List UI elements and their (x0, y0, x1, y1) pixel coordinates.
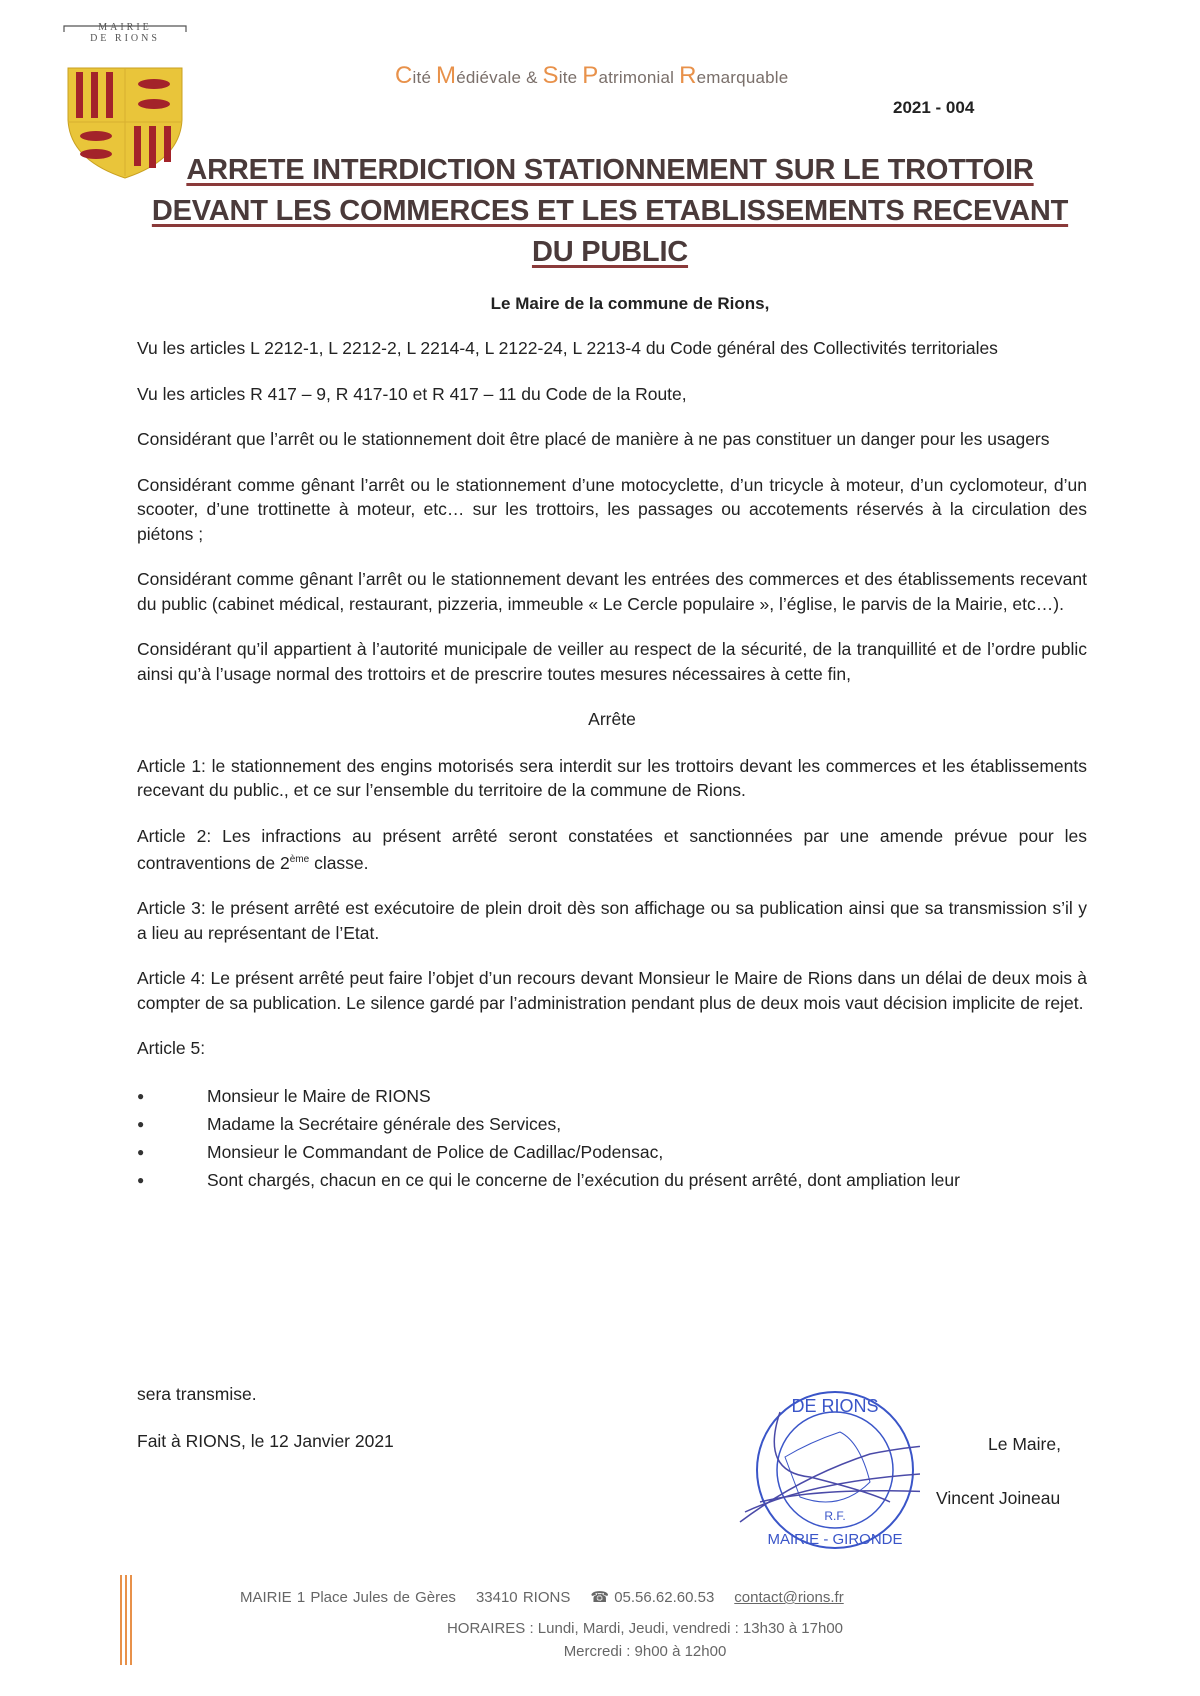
official-stamp-icon (720, 1382, 920, 1562)
svg-text:R.F.: R.F. (824, 1509, 846, 1523)
signatory-name: Vincent Joineau (936, 1488, 1061, 1508)
list-item: ● Sont chargés, chacun en ce qui le concerne de l’exécution du présent arrêté, dont ampliation leur (137, 1166, 1087, 1194)
article-5-tail: sera transmise. (137, 1384, 257, 1404)
crest-label-line1: MAIRIE (98, 22, 152, 33)
preamble-paragraph: Considérant comme gênant l’arrêt ou le stationnement d’une motocyclette, d’un tricycle à moteur, d’un cyclomoteur, d’un scooter, d’une trottinette à moteur, etc… sur les trottoirs, les passages ou accotements réservés à la circulation des piétons ; (137, 474, 1087, 544)
article-2-superscript: ème (289, 854, 310, 865)
article-5-list (137, 1082, 1087, 1194)
preamble-paragraph: Considérant comme gênant l’arrêt ou le stationnement devant les entrées des commerces et des établissements recevant du public (cabinet médical, restaurant, pizzeria, immeuble « Le Cercle populaire », l’église, le parvis de la Mairie, etc…). (137, 569, 1087, 614)
mayor-intro: Le Maire de la commune de Rions, (490, 294, 770, 313)
title-line-2: DEVANT LES COMMERCES ET LES ETABLISSEMENTS RECEVANT (151, 195, 1069, 227)
tagline-word: Remarquable (679, 62, 789, 89)
preamble-paragraph: Considérant qu’il appartient à l’autorité municipale de veiller au respect de la sécurité, de la tranquillité et de l’ordre public ainsi qu’à l’usage normal des trottoirs et de prescrire toutes mesures nécessaires à cette fin, (137, 639, 1087, 684)
decree-heading: Arrête (588, 709, 636, 729)
preamble-paragraph: Vu les articles R 417 – 9, R 417-10 et R 417 – 11 du Code de la Route, (137, 383, 687, 404)
tagline-word: Médiévale & (436, 62, 543, 89)
tagline-word: Cité (395, 62, 437, 89)
svg-text:MAIRIE - GIRONDE: MAIRIE - GIRONDE (767, 1531, 903, 1548)
signatory-role: Le Maire, (988, 1434, 1061, 1454)
title-line-1: ARRETE INTERDICTION STATIONNEMENT SUR LE TROTTOIR (186, 154, 1034, 186)
phone-icon: ☎ (590, 1589, 610, 1606)
article-5-label: Article 5: (137, 1038, 206, 1059)
footer-contact-line (240, 1588, 844, 1606)
article-1: Article 1: le stationnement des engins motorisés sera interdit sur les trottoirs devant les commerces et les établissements recevant du public., et ce sur l’ensemble du territoire de la commune de Rions. (137, 755, 1087, 800)
article-2-text: Article 2: Les infractions au présent arrêté seront constatées et sanctionnées par une amende prévue pour les contraventions de 2 (137, 825, 1087, 873)
article-4: Article 4: Le présent arrêté peut faire l’objet d’un recours devant Monsieur le Maire de Rions dans un délai de deux mois à compter de sa publication. Le silence gardé par l’administration pendant plus de deux mois vaut décision implicite de rejet. (137, 968, 1087, 1013)
list-item: ● Madame la Secrétaire générale des Services, (137, 1110, 1087, 1138)
list-item: ● Monsieur le Maire de RIONS (137, 1082, 1087, 1110)
preamble-paragraph: Vu les articles L 2212-1, L 2212-2, L 2214-4, L 2122-24, L 2213-4 du Code général des Collectivités territoriales (137, 338, 998, 358)
decree-body (137, 336, 1087, 1216)
footer-address: MAIRIE 1 Place Jules de Gères (240, 1589, 456, 1606)
svg-text:DE RIONS: DE RIONS (791, 1396, 879, 1416)
article-2 (137, 824, 1087, 876)
crest-label (60, 22, 190, 44)
article-3: Article 3: le présent arrêté est exécutoire de plein droit dès son affichage ou sa publication ainsi que sa transmission s’il y a lieu au représentant de l’Etat. (137, 898, 1087, 943)
article-2-text-end: classe. (309, 852, 369, 873)
preamble-paragraph: Considérant que l’arrêt ou le stationnement doit être placé de manière à ne pas constituer un danger pour les usagers (137, 429, 1050, 449)
decree-title (140, 150, 1080, 273)
footer-hours-weekdays: HORAIRES : Lundi, Mardi, Jeudi, vendredi : 13h30 à 17h00 (446, 1620, 844, 1637)
crest-label-line2: DE RIONS (90, 33, 160, 44)
tagline-word: Site (542, 62, 583, 89)
title-line-3: DU PUBLIC (531, 236, 689, 268)
place-and-date: Fait à RIONS, le 12 Janvier 2021 (137, 1431, 394, 1451)
heritage-tagline (395, 62, 788, 90)
footer-hours-wednesday: Mercredi : 9h00 à 12h00 (563, 1643, 727, 1660)
list-item: ● Monsieur le Commandant de Police de Cadillac/Podensac, (137, 1138, 1087, 1166)
footer-phone: 05.56.62.60.53 (614, 1589, 715, 1606)
decree-reference-number: 2021 - 004 (893, 98, 975, 117)
footer-postal: 33410 RIONS (475, 1589, 571, 1606)
tagline-word: Patrimonial (582, 62, 680, 89)
footer-email-link[interactable]: contact@rions.fr (734, 1589, 844, 1606)
